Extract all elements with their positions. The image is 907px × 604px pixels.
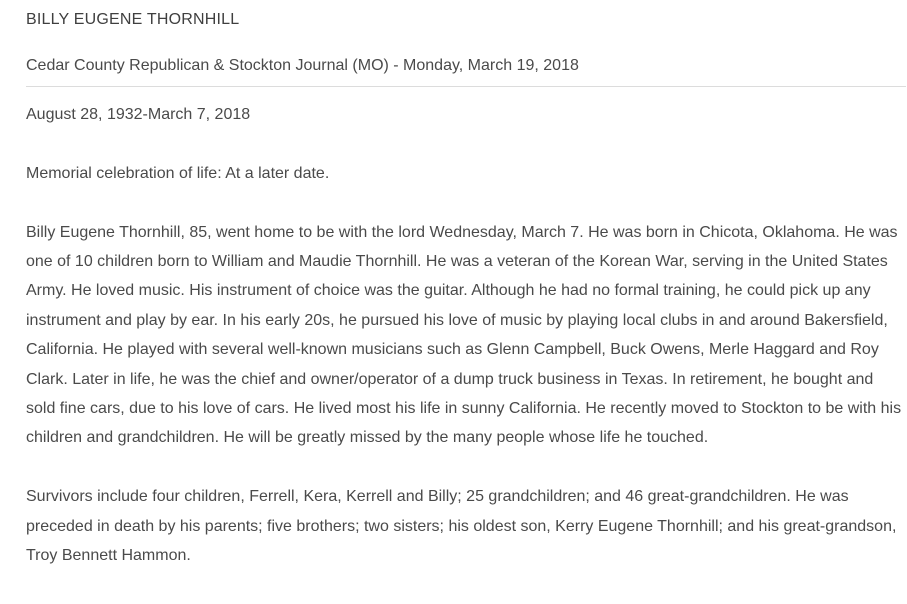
obituary-dates: August 28, 1932-March 7, 2018: [26, 106, 251, 123]
obituary-memorial: Memorial celebration of life: At a later date.: [26, 164, 330, 182]
obituary-survivors-paragraph: Survivors include four children, Ferrell, Kera, Kerrell and Billy; 25 grandchildren; and 46 great-grandchildren. He was preceded in death by his parents; five brothers; two sisters; his oldest son, Kerry Eugene Thornhill; and his great-grandson, Troy Bennett Hammon.: [26, 488, 897, 565]
obituary-biography-paragraph: Billy Eugene Thornhill, 85, went home to be with the lord Wednesday, March 7. He was born in Chicota, Oklahoma. He was one of 10 children born to William and Maudie Thornhill. He was a veteran of the Korean War, serving in the United States Army. He loved music. His instrument of choice was the guitar. Although he had no formal training, he could pick up any instrument and play by ear. In his early 20s, he pursued his love of music by playing local clubs in and around Bakersfield, California. He played with several well-known musicians such as Glenn Campbell, Buck Owens, Merle Haggard and Roy Clark. Later in life, he was the chief and owner/operator of a dump truck business in Texas. In retirement, he bought and sold fine cars, due to his love of cars. He lived most his life in sunny California. He recently moved to Stockton to be with his children and grandchildren. He will be greatly missed by the many people whose life he touched.: [26, 223, 902, 447]
obituary-source-line: Cedar County Republican & Stockton Journal (MO) - Monday, March 19, 2018: [26, 57, 579, 74]
obituary-body: [26, 100, 902, 570]
obituary-name-heading: BILLY EUGENE THORNHILL: [26, 11, 240, 28]
header-divider: [26, 86, 906, 87]
